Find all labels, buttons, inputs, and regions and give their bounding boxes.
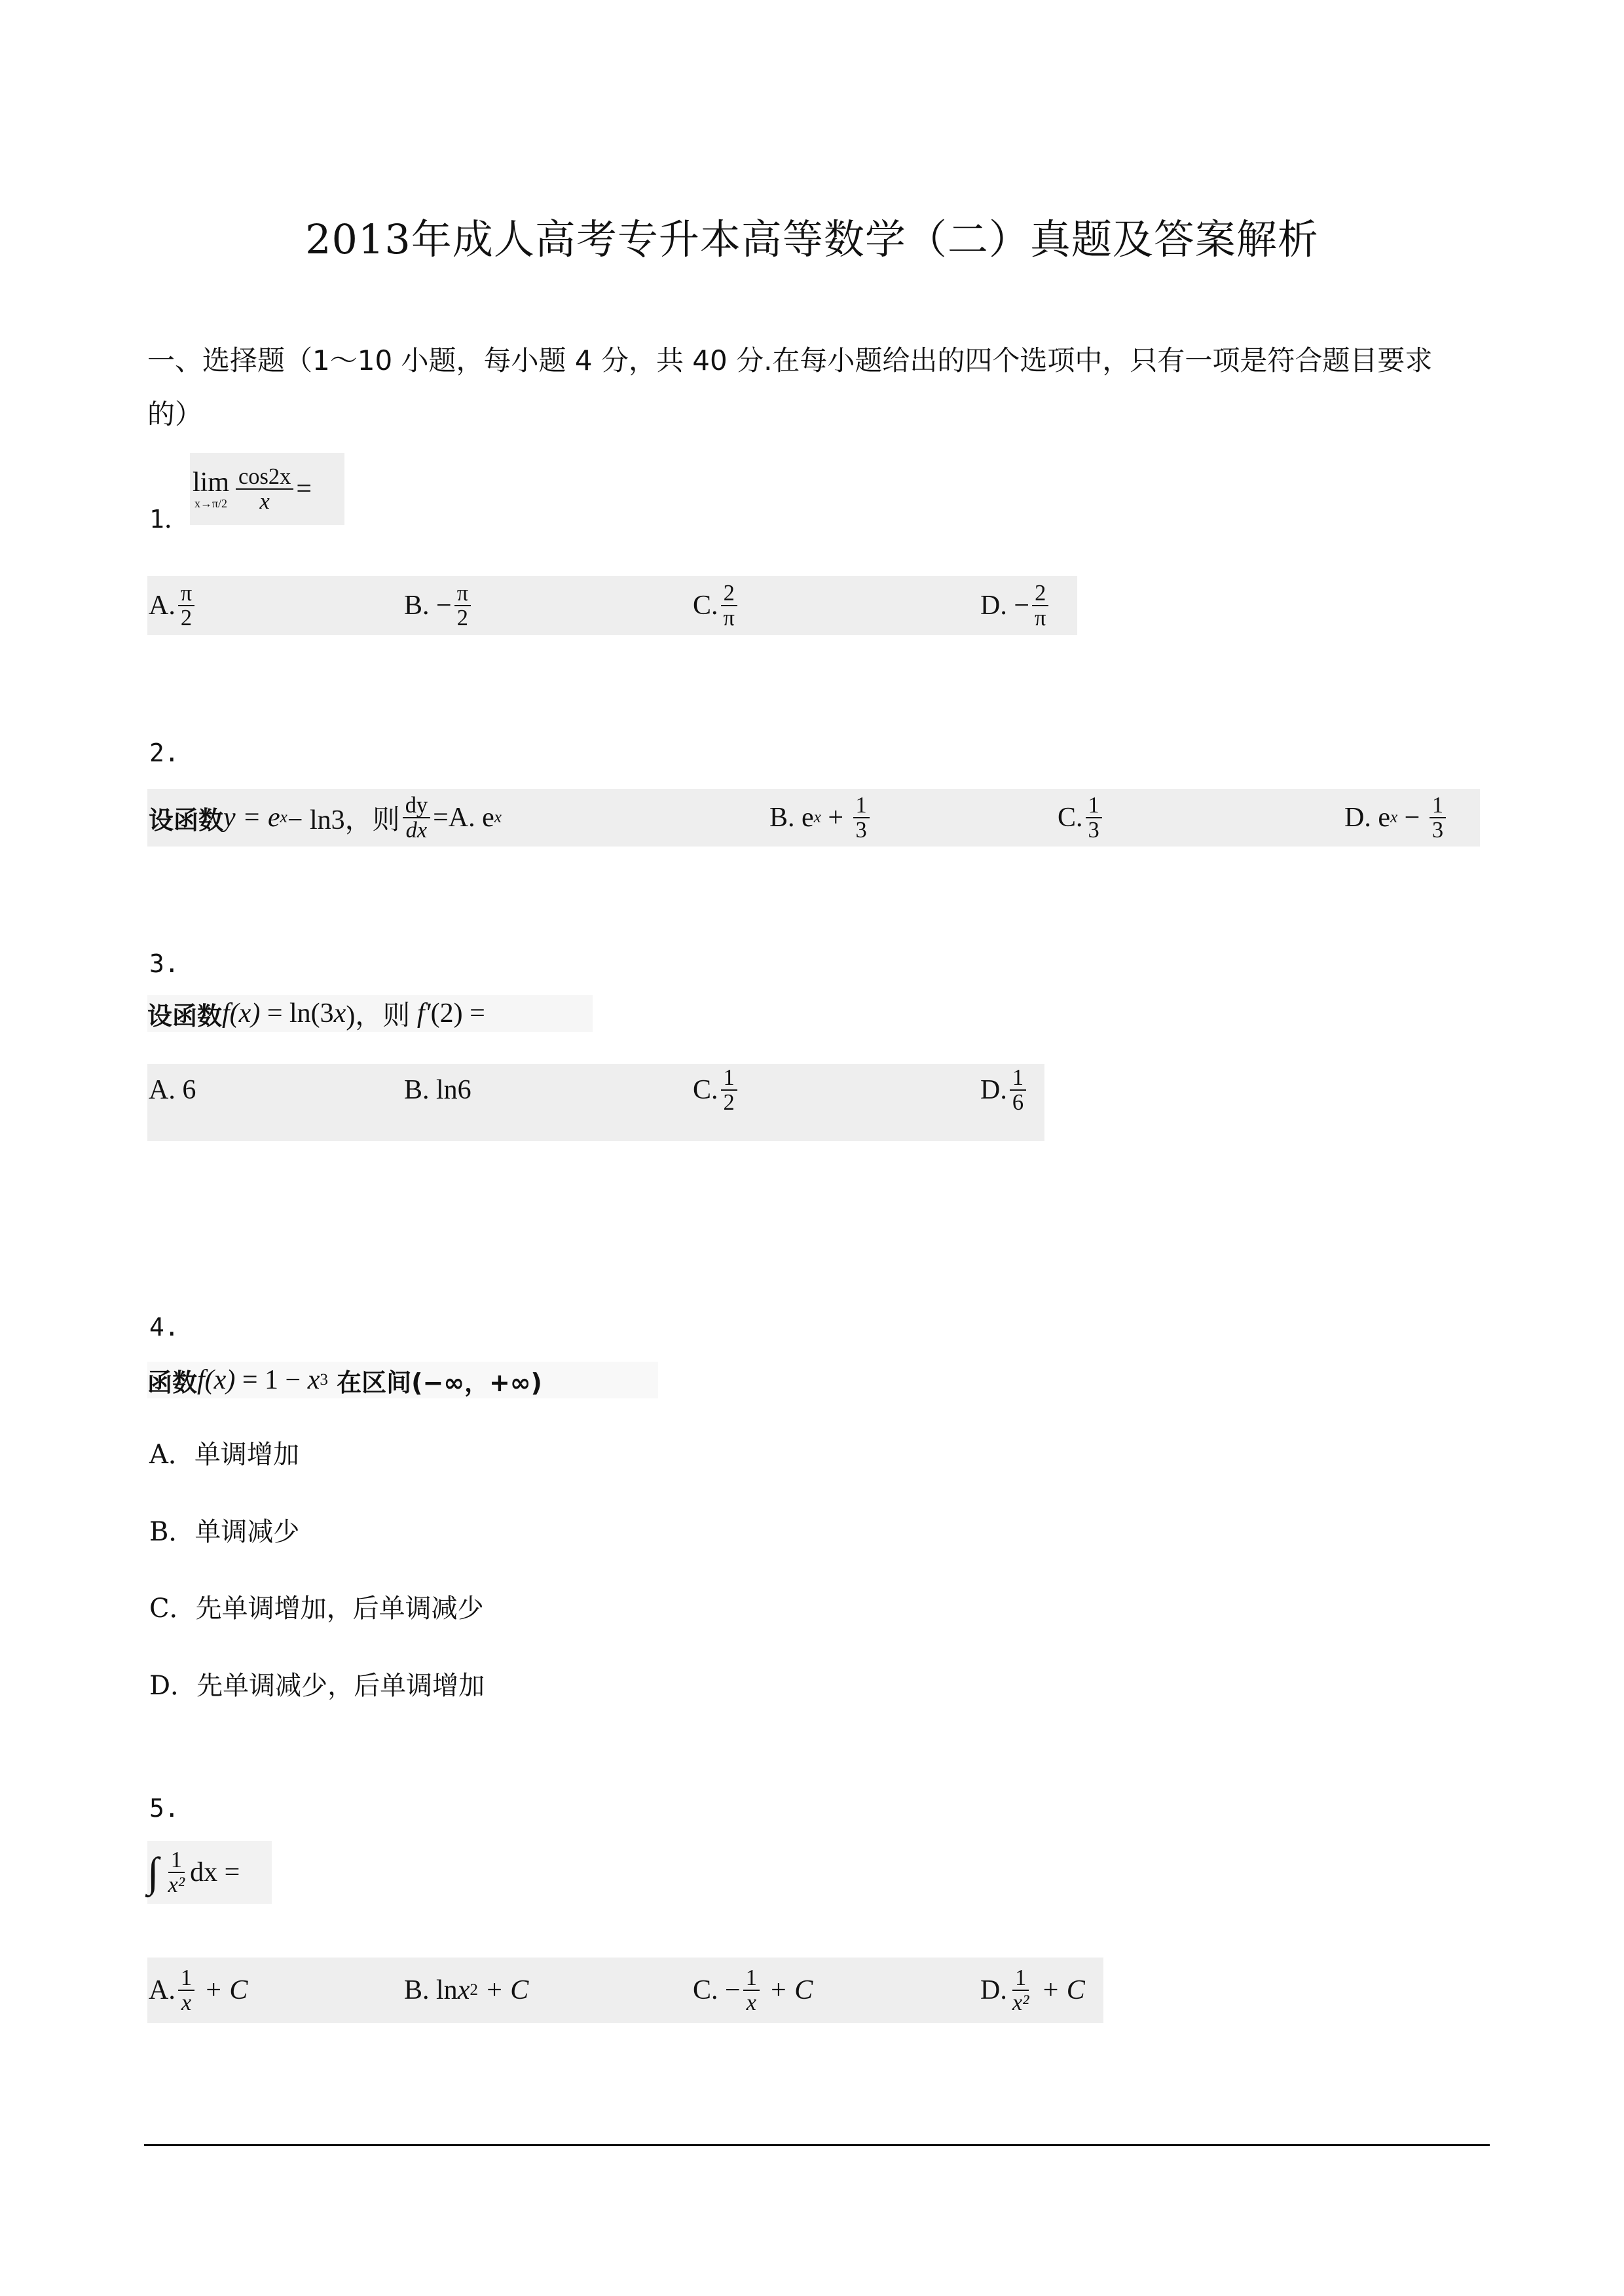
q2-b-den: 3 <box>855 818 867 843</box>
q2-stem-exp: x <box>280 809 287 826</box>
q3-stem-func: f(x) <box>222 998 261 1029</box>
q3-d-num: 1 <box>1010 1066 1026 1091</box>
q4-number: 4. <box>149 1313 179 1341</box>
q1-lim-sub: x→π/2 <box>194 497 228 511</box>
q1-eq: = <box>296 474 312 504</box>
page-title: 2013年成人高考专升本高等数学（二）真题及答案解析 <box>305 215 1319 263</box>
q5-d-end: + C <box>1034 1975 1085 2005</box>
q1-lim <box>193 467 229 511</box>
q2-option-b <box>769 789 872 847</box>
q3-d-label: D. <box>980 1075 1007 1105</box>
q4-stem-prefix: 函数 <box>147 1368 198 1397</box>
section-heading-line1: 一、选择题（1～10 小题，每小题 4 分，共 40 分.在每小题给出的四个选项中，只有一项是符合题目要求 <box>147 344 1433 376</box>
q1-b-num: π <box>454 581 471 606</box>
q5-int-den: x² <box>168 1872 185 1897</box>
q5-b-end: + C <box>477 1975 529 2005</box>
q3-c-den: 2 <box>723 1090 735 1115</box>
q1-c-label: C. <box>693 591 718 621</box>
q3-option-d <box>980 1064 1029 1116</box>
q5-a-num: 1 <box>178 1966 194 1991</box>
q1-number: 1． <box>149 505 189 534</box>
q2-b-num: 1 <box>853 793 870 818</box>
q1-limit-expression <box>190 453 344 525</box>
q3-stem-fp: f′ <box>416 998 431 1029</box>
q1-c-num: 2 <box>721 581 737 606</box>
q4-option-d: D．先单调减少，后单调增加 <box>149 1671 485 1701</box>
q2-b-plus: + <box>821 803 851 833</box>
q1-frac-den: x <box>259 489 270 514</box>
q5-c-num: 1 <box>743 1966 760 1991</box>
q3-options <box>147 1064 1044 1141</box>
q5-int-num: 1 <box>168 1848 185 1873</box>
q2-c-label: C. <box>1058 803 1083 833</box>
q2-option-d <box>1344 789 1449 847</box>
q4-stem-mid: = 1 − <box>235 1365 308 1395</box>
q4-stem <box>147 1362 658 1398</box>
q4-stem-x: x <box>307 1365 320 1395</box>
q5-option-d <box>980 1958 1085 2023</box>
q2-d-minus: − <box>1397 803 1427 833</box>
q4-stem-func: f(x) <box>197 1365 236 1395</box>
q5-b-x: x <box>457 1975 470 2005</box>
q1-a-num: π <box>178 581 194 606</box>
q2-stem-rest: − ln3，则 <box>287 805 400 835</box>
q2-row <box>147 789 1480 847</box>
q5-integral-sign: ∫ <box>147 1849 159 1895</box>
q2-stem <box>149 789 502 847</box>
q5-d-den: x² <box>1012 1990 1029 2015</box>
q1-option-d <box>980 576 1051 635</box>
q3-c-num: 1 <box>721 1066 737 1091</box>
q2-d-den: 3 <box>1431 818 1444 843</box>
q4-option-b: B．单调减少 <box>149 1517 300 1547</box>
q5-options <box>147 1958 1103 2023</box>
q5-d-num: 1 <box>1012 1966 1029 1991</box>
q5-int-end: dx = <box>190 1857 240 1887</box>
q4-option-a: A．单调增加 <box>149 1440 299 1470</box>
q5-a-end: + C <box>197 1975 248 2005</box>
q2-b-exp: x <box>813 809 821 826</box>
q1-d-label: D. − <box>980 591 1030 621</box>
q5-a-label: A. <box>149 1975 175 2005</box>
q5-option-c <box>693 1958 813 2023</box>
q5-b-label: B. ln <box>404 1975 458 2005</box>
q2-c-num: 1 <box>1086 793 1102 818</box>
q1-option-c <box>693 576 740 635</box>
q2-dx: dx <box>405 818 428 843</box>
q3-stem-mid: = ln(3 <box>260 998 334 1029</box>
q1-c-den: π <box>723 606 735 630</box>
q5-option-b <box>404 1958 528 2023</box>
q3-option-c <box>693 1064 740 1116</box>
q1-d-den: π <box>1035 606 1046 630</box>
q1-lim-word: lim <box>193 467 230 498</box>
section-heading-line2: 的） <box>147 398 203 430</box>
q1-a-den: 2 <box>180 606 193 630</box>
q1-b-den: 2 <box>456 606 468 630</box>
q5-integral <box>147 1841 272 1904</box>
q2-d-exp: x <box>1390 809 1398 826</box>
q4-stem-end: 在区间(−∞，+∞) <box>327 1368 542 1397</box>
q3-d-den: 6 <box>1012 1090 1024 1115</box>
q2-c-den: 3 <box>1088 818 1099 843</box>
q1-option-a <box>149 576 197 635</box>
q5-d-label: D. <box>980 1975 1007 2005</box>
q1-option-b <box>404 576 473 635</box>
q2-dy: dy <box>403 793 430 818</box>
q5-c-label: C. − <box>693 1975 741 2005</box>
q3-c-label: C. <box>693 1075 718 1105</box>
q2-stem-prefix: 设函数 <box>149 805 224 835</box>
q1-d-num: 2 <box>1032 581 1048 606</box>
q1-b-label: B. − <box>404 591 452 621</box>
q2-b-label: B. e <box>769 803 814 833</box>
q1-options <box>147 576 1077 635</box>
q5-c-den: x <box>746 1990 756 2015</box>
q2-number: 2. <box>149 738 179 767</box>
q2-option-c <box>1058 789 1105 847</box>
q2-d-label: D. e <box>1344 803 1390 833</box>
q3-stem-end: (2) = <box>430 998 485 1029</box>
q3-option-a: A. 6 <box>149 1075 196 1105</box>
footer-divider <box>144 2144 1490 2146</box>
q1-fraction <box>236 465 293 513</box>
q2-a-exp: x <box>494 809 502 826</box>
q2-option-a: =A. e <box>433 803 494 833</box>
q1-frac-num: cos2x <box>236 465 293 490</box>
q3-option-b: B. ln6 <box>404 1075 471 1105</box>
q5-c-end: + C <box>762 1975 813 2005</box>
section-heading <box>147 334 1496 441</box>
q5-a-den: x <box>181 1990 192 2015</box>
q2-stem-func: y = e <box>223 803 280 833</box>
q3-stem <box>147 995 593 1032</box>
q5-option-a <box>149 1958 248 2023</box>
q2-d-num: 1 <box>1430 793 1446 818</box>
q5-b-exp: 2 <box>470 1981 478 1999</box>
q3-number: 3. <box>149 949 179 978</box>
q3-stem-prefix: 设函数 <box>147 1001 223 1030</box>
q1-a-label: A. <box>149 591 175 621</box>
q4-stem-exp: 3 <box>320 1371 328 1389</box>
q3-stem-after: )，则 <box>346 1001 417 1031</box>
q5-number: 5. <box>149 1794 179 1823</box>
q3-stem-x: x <box>333 998 346 1029</box>
q4-option-c: C．先单调增加，后单调减少 <box>149 1594 484 1624</box>
